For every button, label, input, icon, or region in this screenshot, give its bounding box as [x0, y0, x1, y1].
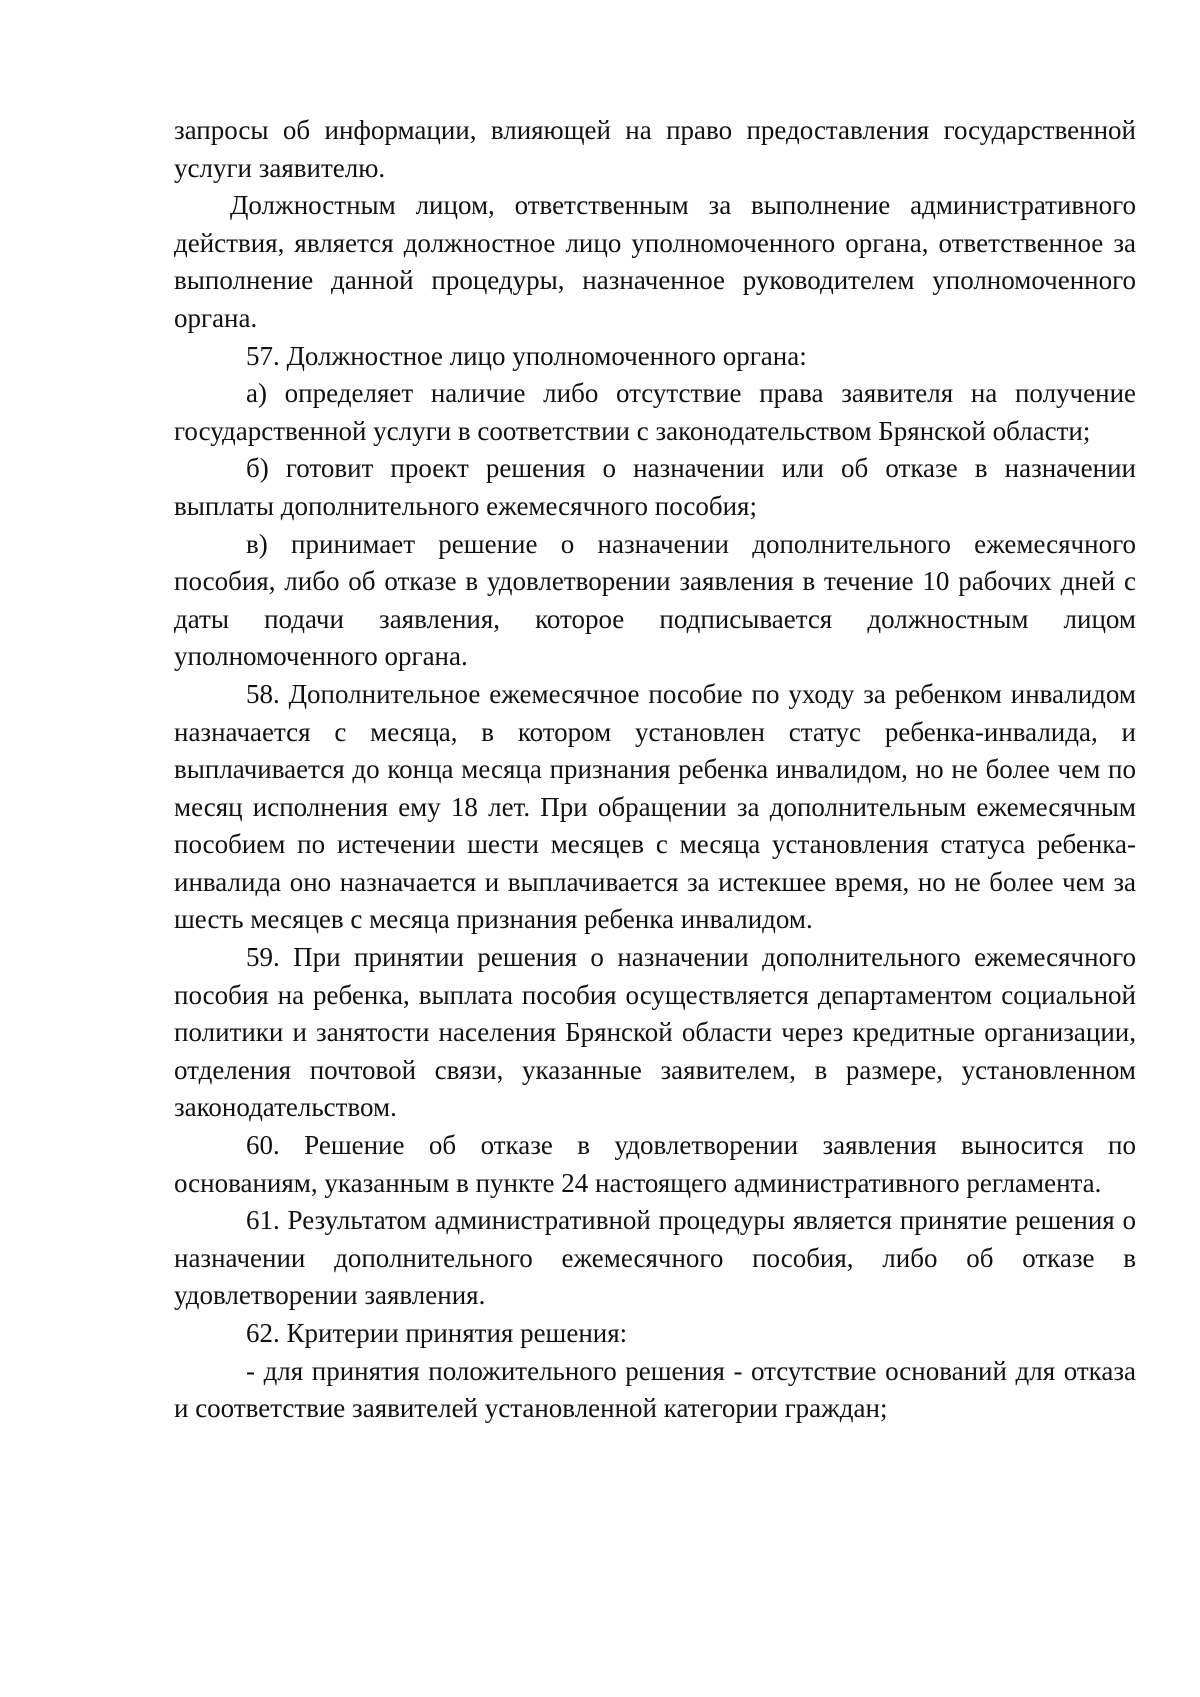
paragraph-57-b: б) готовит проект решения о назначении или об отказе в назначении выплаты дополнительного ежемесячного пособия; — [174, 453, 1136, 521]
paragraph-61: 61. Результатом административной процедуры является принятие решения о назначении дополнительного ежемесячного пособия, либо об отказе в удовлетворении заявления. — [174, 1205, 1136, 1311]
paragraph-57: 57. Должностное лицо уполномоченного органа: — [246, 340, 807, 371]
paragraph-62-positive-criteria: - для принятия положительного решения - отсутствие оснований для отказа и соответствие заявителей установленной категории граждан; — [174, 1355, 1136, 1424]
paragraph-responsible-official: Должностным лицом, ответственным за выполнение административного действия, является должностное лицо уполномоченного органа, ответственное за выполнение данной процедуры, назначенное руководителем уполномоченного органа. — [174, 190, 1136, 333]
paragraph-57-v: в) принимает решение о назначении дополнительного ежемесячного пособия, либо об отказе в удовлетворении заявления в течение 10 рабочих дней с даты подачи заявления, которое подписывается должностным лицом уполномоченного органа. — [174, 528, 1136, 672]
paragraph-60: 60. Решение об отказе в удовлетворении заявления выносится по основаниям, указанным в пункте 24 настоящего административного регламента. — [174, 1130, 1136, 1198]
paragraph-59: 59. При принятии решения о назначении дополнительного ежемесячного пособия на ребенка, выплата пособия осуществляется департаментом социальной политики и занятости населения Брянской области через кредитные организации, отделения почтовой связи, указанные заявителем, в размере, установленном законодательством. — [174, 942, 1136, 1123]
paragraph-62: 62. Критерии принятия решения: — [246, 1318, 628, 1348]
paragraph-continuation: запросы об информации, влияющей на право предоставления государственной услуги заявителю. — [174, 115, 1136, 183]
document-body — [174, 112, 1136, 1428]
paragraph-57-a: а) определяет наличие либо отсутствие права заявителя на получение государственной услуги в соответствии с законодательством Брянской области; — [174, 378, 1136, 446]
paragraph-58: 58. Дополнительное ежемесячное пособие по уходу за ребенком инвалидом назначается с месяца, в котором установлен статус ребенка-инвалида, и выплачивается до конца месяца признания ребенка инвалидом, но не более чем по месяц исполнения ему 18 лет. При обращении за дополнительным ежемесячным пособием по истечении шести месяцев с месяца установления статуса ребенка-инвалида оно назначается и выплачивается за истекшее время, но не более чем за шесть месяцев с месяца признания ребенка инвалидом. — [174, 678, 1136, 935]
